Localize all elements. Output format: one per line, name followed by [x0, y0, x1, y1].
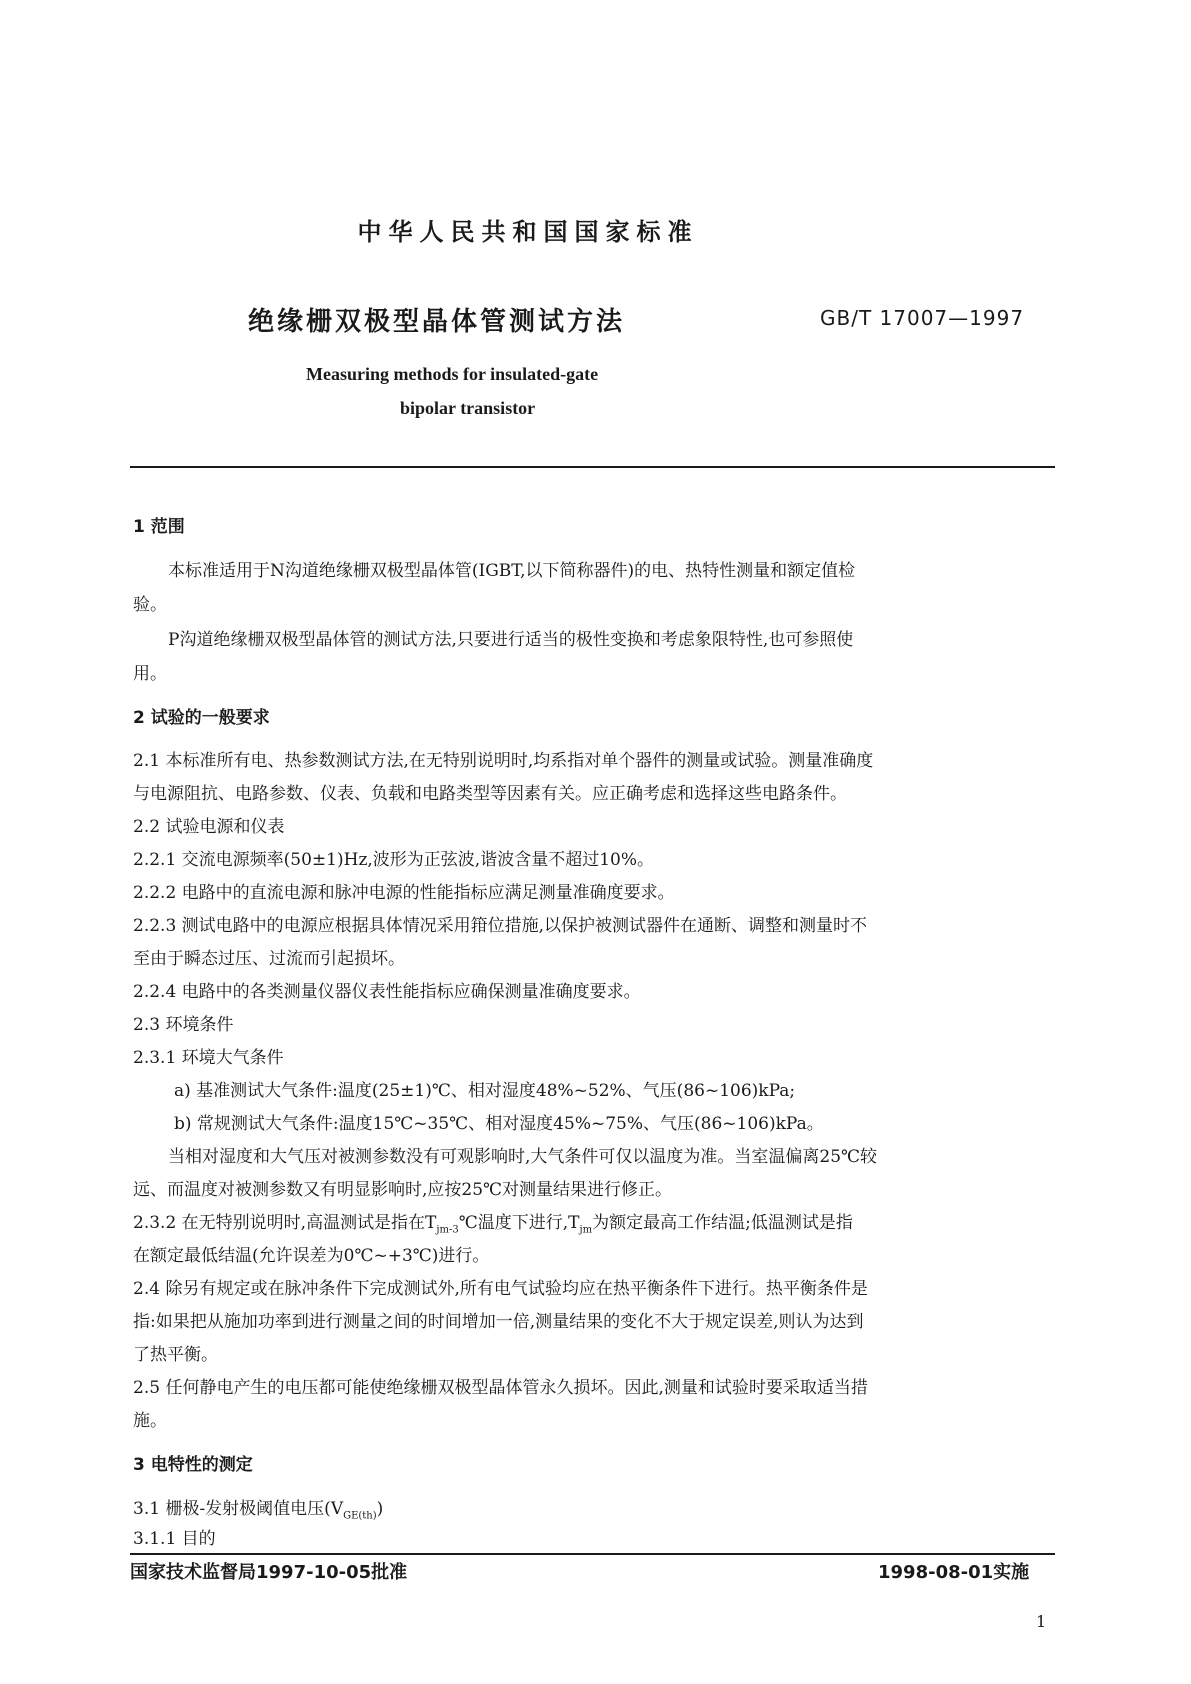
body-line: 验。 [133, 595, 167, 615]
body-line: 2.1 本标准所有电、热参数测试方法,在无特别说明时,均系指对单个器件的测量或试验。测量准确度 [133, 751, 874, 771]
body-line: 与电源阻抗、电路参数、仪表、负载和电路类型等因素有关。应正确考虑和选择这些电路条件。 [133, 784, 847, 804]
section-heading-1: 1 范围 [133, 517, 185, 537]
body-line: 在额定最低结温(允许误差为0℃~+3℃)进行。 [133, 1246, 490, 1266]
inline-text: ℃温度下进行,T [458, 1213, 580, 1233]
header-divider [130, 466, 1055, 468]
body-line: 2.2.2 电路中的直流电源和脉冲电源的性能指标应满足测量准确度要求。 [133, 883, 675, 903]
standard-number: GB/T 17007—1997 [820, 306, 1025, 330]
body-line: P沟道绝缘栅双极型晶体管的测试方法,只要进行适当的极性变换和考虑象限特性,也可参照使 [168, 630, 854, 650]
body-line: 远、而温度对被测参数又有明显影响时,应按25℃对测量结果进行修正。 [133, 1180, 673, 1200]
body-line: a) 基准测试大气条件:温度(25±1)℃、相对湿度48%~52%、气压(86~106)kPa; [174, 1081, 796, 1101]
document-title-en-line2: bipolar transistor [400, 398, 536, 418]
body-line: 当相对湿度和大气压对被测参数没有可观影响时,大气条件可仅以温度为准。当室温偏离25℃较 [168, 1147, 878, 1167]
body-line: 2.2 试验电源和仪表 [133, 817, 285, 837]
body-line: 3.1 栅极-发射极阈值电压(V [133, 1499, 344, 1519]
body-line: 了热平衡。 [133, 1345, 218, 1365]
subscript: jm [579, 1224, 593, 1236]
subscript: GE(th) [343, 1510, 377, 1522]
section-heading-2: 2 试验的一般要求 [133, 708, 270, 728]
body-line: 至由于瞬态过压、过流而引起损坏。 [133, 949, 405, 969]
body-line: 2.4 除另有规定或在脉冲条件下完成测试外,所有电气试验均应在热平衡条件下进行。热平衡条件是 [133, 1279, 868, 1299]
body-line: 2.2.3 测试电路中的电源应根据具体情况采用箝位措施,以保护被测试器件在通断、调整和测量时不 [133, 916, 868, 936]
body-line: 2.3.1 环境大气条件 [133, 1048, 284, 1068]
page-number: 1 [1036, 1612, 1047, 1631]
body-line: 2.3 环境条件 [133, 1015, 234, 1035]
document-title-en-line1: Measuring methods for insulated-gate [306, 364, 599, 384]
body-line: 2.2.1 交流电源频率(50±1)Hz,波形为正弦波,谐波含量不超过10%。 [133, 850, 654, 870]
body-line: 指:如果把从施加功率到进行测量之间的时间增加一倍,测量结果的变化不大于规定误差,则认为达到 [133, 1312, 864, 1332]
body-line: 2.3.2 在无特别说明时,高温测试是指在T [133, 1213, 437, 1233]
footer-divider [130, 1553, 1055, 1555]
subscript: jm-3 [436, 1224, 459, 1236]
document-title-cn: 绝缘栅双极型晶体管测试方法 [248, 307, 626, 337]
body-line: 本标准适用于N沟道绝缘栅双极型晶体管(IGBT,以下简称器件)的电、热特性测量和额定值检 [168, 561, 856, 581]
body-line-with-subscripts [133, 1208, 853, 1235]
section-heading-3: 3 电特性的测定 [133, 1455, 253, 1475]
body-line: 3.1.1 目的 [133, 1529, 216, 1549]
body-line: b) 常规测试大气条件:温度15℃~35℃、相对湿度45%~75%、气压(86~106)kPa。 [174, 1114, 824, 1134]
inline-text: ) [376, 1499, 384, 1519]
inline-text: 为额定最高工作结温;低温测试是指 [592, 1213, 853, 1233]
body-line: 2.2.4 电路中的各类测量仪器仪表性能指标应确保测量准确度要求。 [133, 982, 641, 1002]
approval-note: 国家技术监督局1997-10-05批准 [130, 1562, 408, 1583]
body-line: 施。 [133, 1411, 167, 1431]
body-line: 用。 [133, 664, 167, 684]
body-line-with-subscripts [133, 1494, 383, 1521]
effective-date: 1998-08-01实施 [878, 1562, 1030, 1583]
standard-heading: 中华人民共和国国家标准 [357, 218, 699, 246]
body-line: 2.5 任何静电产生的电压都可能使绝缘栅双极型晶体管永久损坏。因此,测量和试验时要采取适当措 [133, 1378, 868, 1398]
